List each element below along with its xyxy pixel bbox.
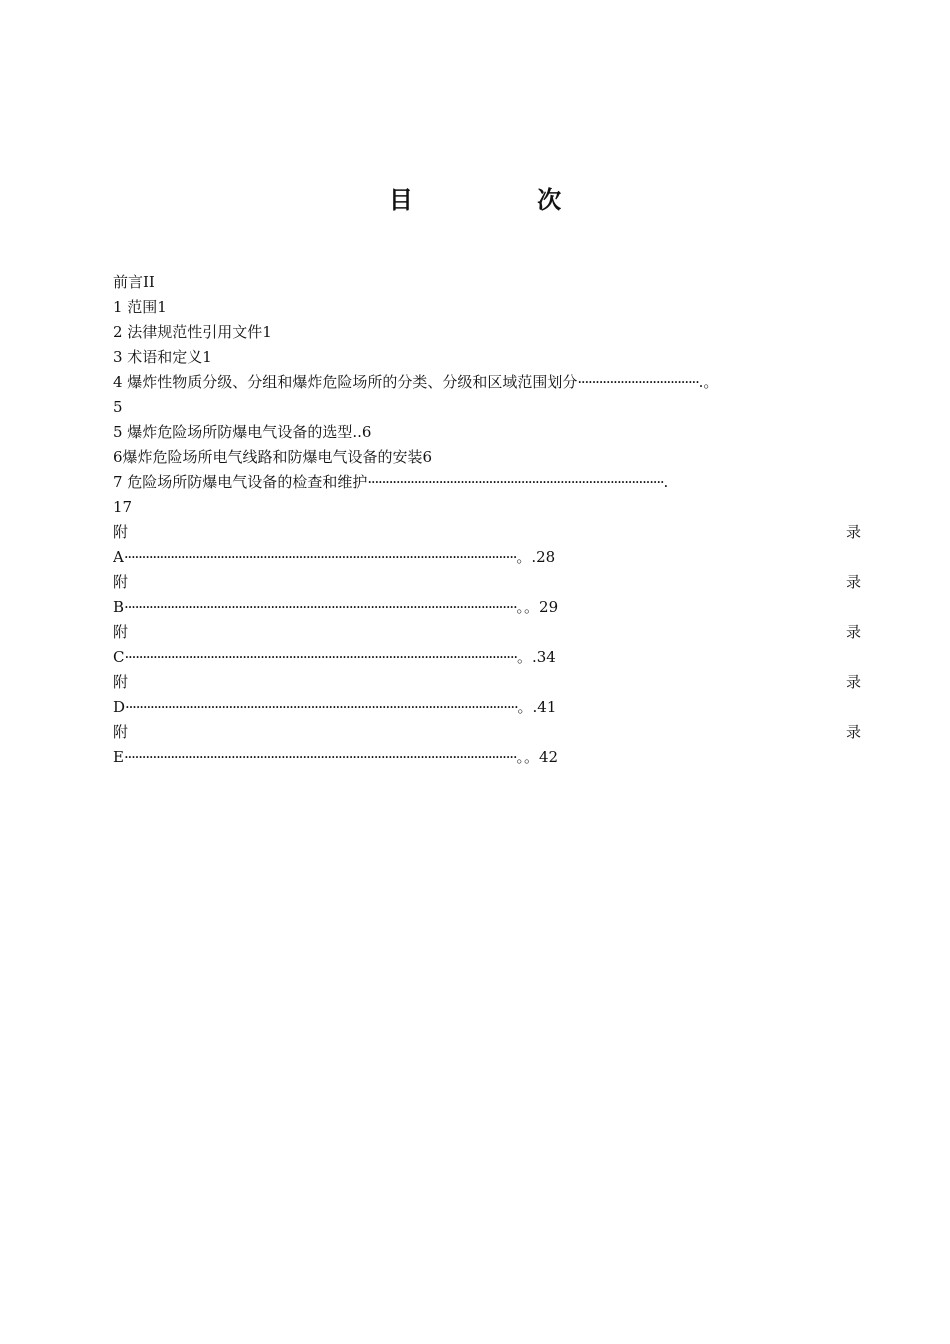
toc-entry-preface[interactable]: 前言II [113,273,155,291]
toc-appendix-d-heading[interactable] [113,670,861,695]
toc-entry-7-page: 17 [113,498,133,516]
appendix-label-right: 录 [845,523,861,541]
page-title: 目 次 [388,186,620,214]
appendix-label-left: 附 [113,573,129,591]
toc-appendix-a-line[interactable] [113,545,861,570]
toc-appendix-a-heading[interactable] [113,520,861,545]
toc-entry-2[interactable]: 2 法律规范性引用文件1 [113,323,272,341]
appendix-label-right: 录 [845,673,861,691]
toc-leader-dots: ·············································································································· [125,698,518,716]
appendix-page: 。.34 [516,648,556,666]
appendix-letter: B [113,598,125,616]
toc-appendix-e-heading[interactable] [113,720,861,745]
toc-leader-dots: ·································· [577,373,699,391]
toc-appendix-b-line[interactable] [113,595,861,620]
appendix-letter: D [113,698,126,716]
appendix-page: 。.41 [517,698,557,716]
appendix-letter: A [113,548,124,566]
toc-entry-4-page: 5 [113,398,123,416]
toc-entry-7-text: 7 危险场所防爆电气设备的检查和维护 [113,473,368,491]
toc-leader-dots: ·············································································································· [123,748,517,766]
toc-entry-5[interactable]: 5 爆炸危险场所防爆电气设备的选型..6 [113,423,372,441]
toc-entry-3[interactable]: 3 术语和定义1 [113,348,212,366]
toc-entry-7[interactable] [113,470,861,495]
appendix-label-left: 附 [113,673,129,691]
toc-leader-dots: ··················································································· [367,473,664,491]
appendix-page: 。。29 [516,598,559,616]
appendix-label-left: 附 [113,723,129,741]
toc-entry-7-tail: . [663,473,669,491]
appendix-page: 。.28 [516,548,556,566]
appendix-letter: C [113,648,125,666]
appendix-label-right: 录 [845,723,861,741]
appendix-letter: E [113,748,124,766]
appendix-label-right: 录 [845,573,861,591]
toc-leader-dots: ·············································································································· [124,648,517,666]
toc-appendix-c-heading[interactable] [113,620,861,645]
toc-leader-dots: ·············································································································· [123,548,517,566]
toc-entry-4-tail: .。 [698,373,719,391]
toc-entry-4-text: 4 爆炸性物质分级、分组和爆炸危险场所的分类、分级和区域范围划分 [113,373,578,391]
appendix-label-right: 录 [845,623,861,641]
appendix-label-left: 附 [113,523,129,541]
toc-appendix-b-heading[interactable] [113,570,861,595]
toc-entry-4[interactable] [113,370,861,395]
toc-appendix-c-line[interactable] [113,645,861,670]
appendix-label-left: 附 [113,623,129,641]
toc-appendix-e-line[interactable] [113,745,861,770]
toc-leader-dots: ·············································································································· [124,598,517,616]
toc-entry-1[interactable]: 1 范围1 [113,298,167,316]
appendix-page: 。。42 [516,748,559,766]
toc-appendix-d-line[interactable] [113,695,861,720]
toc-entry-6[interactable]: 6爆炸危险场所电气线路和防爆电气设备的安装6 [113,448,433,466]
table-of-contents [113,270,861,770]
